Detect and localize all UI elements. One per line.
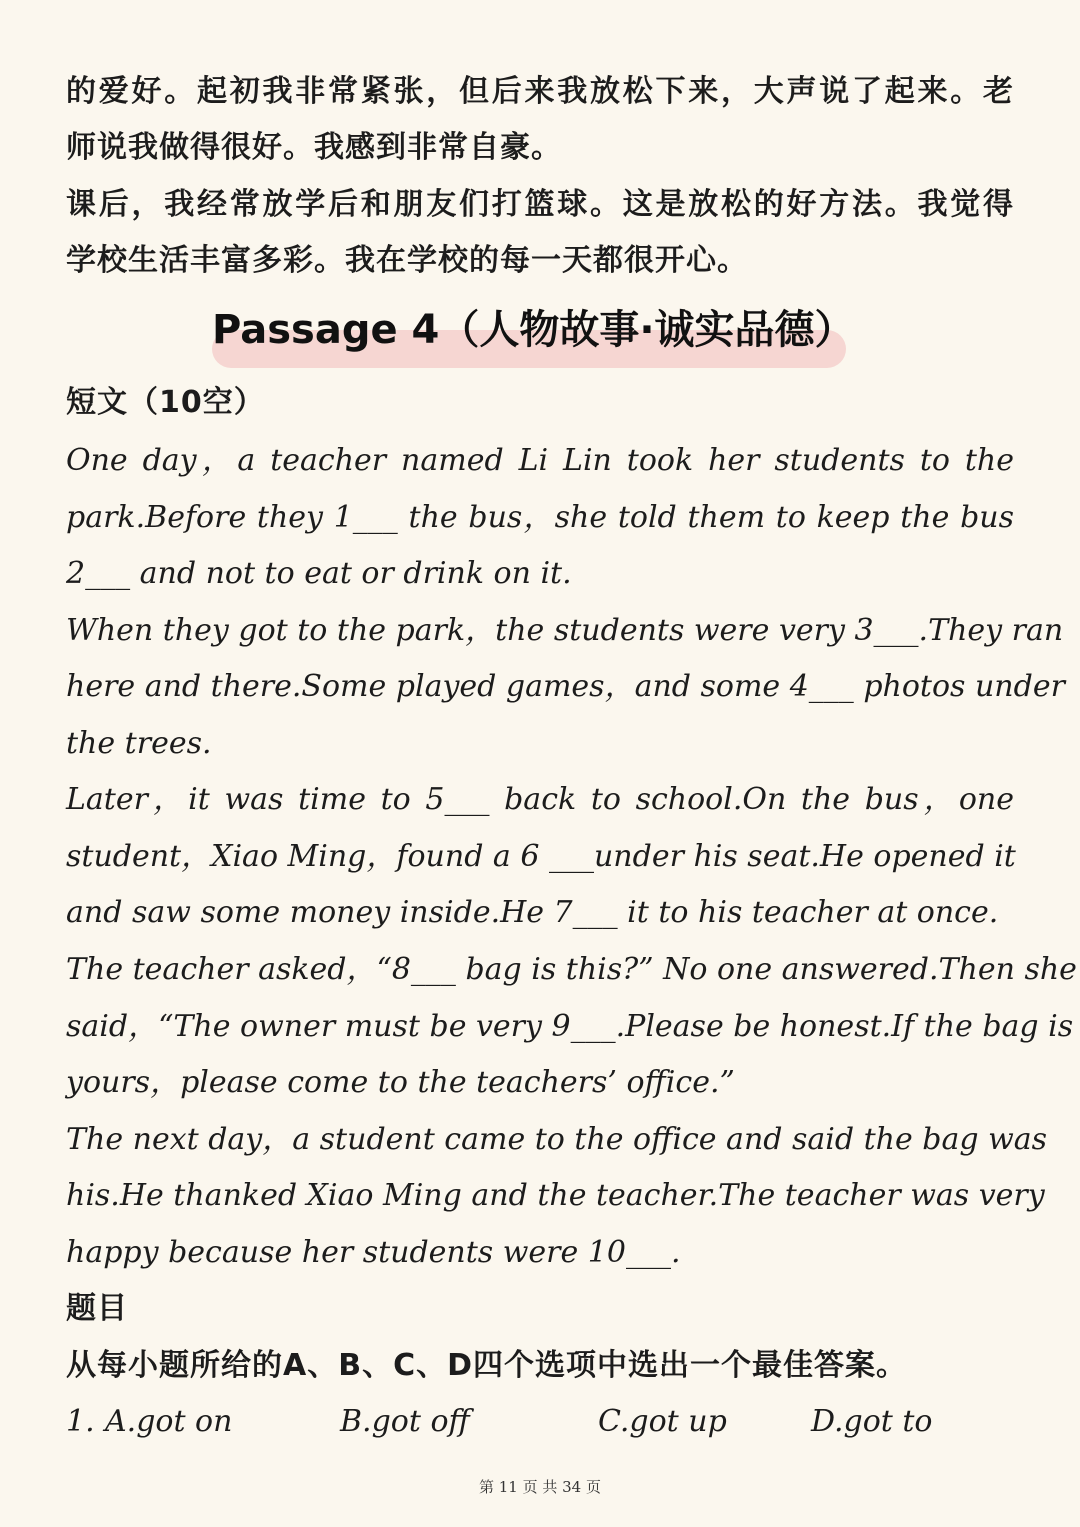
passage-line: the trees. — [66, 726, 212, 761]
passage-line: said，“The owner must be very 9___.Please be honest.If the bag is — [66, 1009, 1074, 1044]
chinese-text-line: 学校生活丰富多彩。我在学校的每一天都很开心。 — [66, 243, 748, 278]
page-number-footer: 第 11 页 共 34 页 — [478, 1478, 601, 1496]
option-b: B.got off — [340, 1404, 470, 1439]
passage-title: Passage 4（人物故事·诚实品德） — [212, 307, 855, 353]
passage-title-block — [212, 300, 855, 368]
passage-line: his.He thanked Xiao Ming and the teacher.The teacher was very — [66, 1178, 1045, 1213]
passage-line: here and there.Some played games，and some 4___ photos under — [66, 669, 1065, 704]
passage-line: 2___ and not to eat or drink on it. — [66, 556, 572, 591]
option-c: C.got up — [598, 1404, 727, 1439]
passage-line: park.Before they 1___ the bus，she told them to keep the bus — [66, 500, 1014, 535]
passage-line: yours，please come to the teachers’ office.” — [66, 1065, 735, 1100]
passage-line: When they got to the park，the students were very 3___.They ran — [66, 613, 1064, 648]
chinese-text-line: 课后，我经常放学后和朋友们打篮球。这是放松的好方法。我觉得 — [66, 187, 1014, 222]
passage-line: The teacher asked，“8___ bag is this?” No one answered.Then she — [66, 952, 1077, 987]
passage-line: One day，a teacher named Li Lin took her students to the — [66, 443, 1014, 478]
question-number: 1. — [66, 1404, 95, 1439]
chinese-text-line: 师说我做得很好。我感到非常自豪。 — [66, 130, 562, 165]
section-subtitle: 短文（10空） — [66, 385, 265, 420]
chinese-text-line: 的爱好。起初我非常紧张，但后来我放松下来，大声说了起来。老 — [66, 74, 1014, 109]
passage-line: student，Xiao Ming，found a 6 ___under his seat.He opened it — [66, 839, 1016, 874]
instruction-text: 从每小题所给的A、B、C、D四个选项中选出一个最佳答案。 — [66, 1348, 908, 1383]
passage-line: happy because her students were 10___. — [66, 1235, 681, 1270]
option-a: A.got on — [105, 1404, 233, 1439]
passage-line: and saw some money inside.He 7___ it to his teacher at once. — [66, 895, 999, 930]
passage-line: The next day，a student came to the office and said the bag was — [66, 1122, 1048, 1157]
passage-line: Later，it was time to 5___ back to school.On the bus，one — [66, 782, 1014, 817]
questions-heading: 题目 — [66, 1291, 128, 1326]
option-d: D.got to — [811, 1404, 933, 1439]
